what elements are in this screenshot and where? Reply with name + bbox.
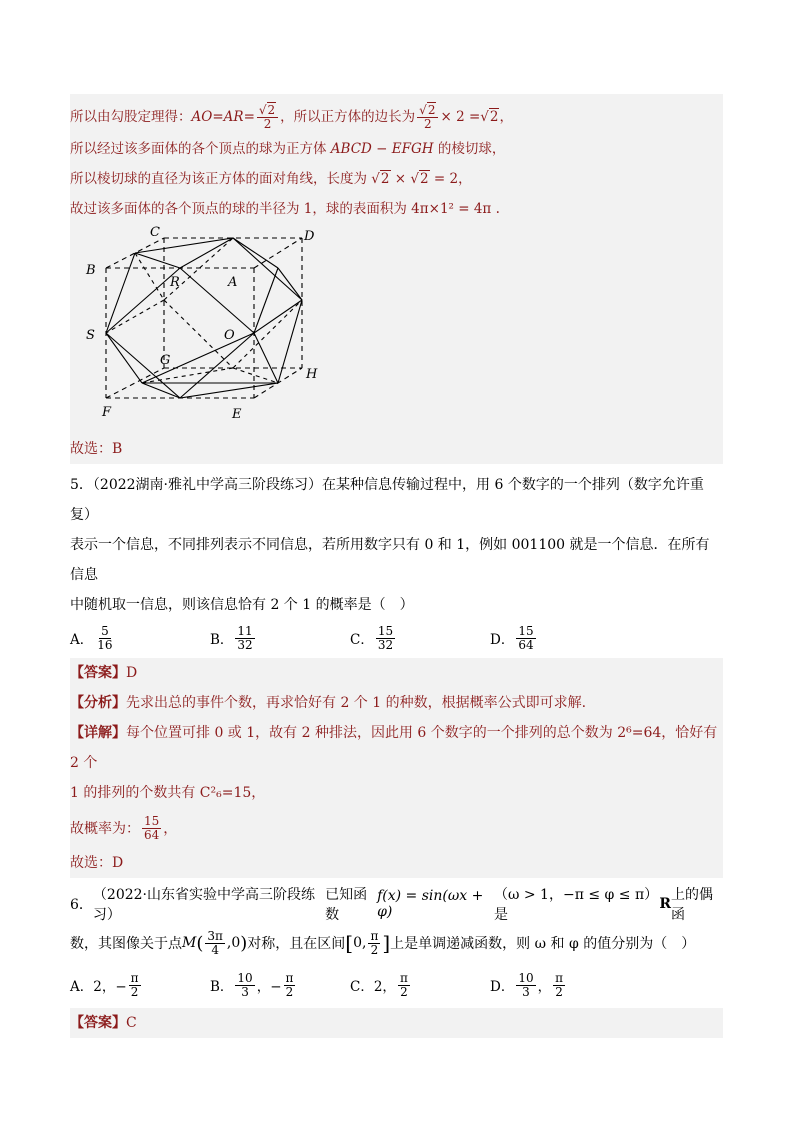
solid-edge-8 bbox=[254, 333, 278, 383]
solid-edge-12 bbox=[142, 333, 254, 383]
hidden-edge-1 bbox=[135, 253, 164, 300]
q6-option-b[interactable]: B． $\frac{10}{3}$ ，− $\frac{\pi}{2}$ bbox=[210, 970, 294, 999]
solid-edge-5 bbox=[233, 238, 278, 268]
fraction-sqrt2-over-2-b: $\frac{√2}{2}$ bbox=[417, 104, 438, 131]
q5-option-c[interactable]: C． $\frac{15}{32}$ bbox=[350, 623, 394, 652]
q5-options bbox=[70, 620, 723, 656]
solid-edge-10 bbox=[106, 333, 142, 383]
label-S: S bbox=[86, 328, 95, 343]
q6-answer: 【答案】C bbox=[70, 1015, 137, 1031]
q5-answer: 【答案】D bbox=[70, 665, 138, 681]
label-F: F bbox=[102, 405, 112, 420]
q5-line-3: 中随机取一信息，则该信息恰有 2 个 1 的概率是（ ） bbox=[70, 597, 414, 613]
q5-option-d[interactable]: D． $\frac{15}{64}$ bbox=[490, 623, 534, 652]
q5-detail-1: 【详解】每个位置可排 0 或 1，故有 2 种排法，因此用 6 个数字的一个排列的总个数为 2⁶=64，恰好有 2 个 bbox=[70, 725, 718, 771]
q6-options bbox=[70, 964, 723, 1006]
label-O: O bbox=[224, 328, 235, 343]
q5-choice: 故选：D bbox=[70, 855, 124, 871]
q5-option-a[interactable]: A． $\frac{5}{16}$ bbox=[70, 623, 113, 652]
question-5 bbox=[70, 470, 723, 656]
cuboctahedron-svg bbox=[78, 224, 338, 434]
q5-solution bbox=[70, 658, 723, 878]
label-C: C bbox=[150, 225, 160, 240]
q6-option-c[interactable]: C． 2， $\frac{\pi}{2}$ bbox=[350, 970, 408, 999]
q5-option-b[interactable]: B． $\frac{11}{32}$ bbox=[210, 623, 253, 652]
solid-edge-6 bbox=[278, 268, 302, 300]
q5-analysis: 【分析】先求出总的事件个数，再求恰好有 2 个 1 的种数，根据概率公式即可求解. bbox=[70, 695, 587, 711]
solution-choice: 故选：B bbox=[70, 441, 123, 457]
solid-edge-14 bbox=[254, 268, 278, 333]
solution-line-4: 故过该多面体的各个顶点的球的半径为 1，球的表面积为 4π×1² = 4π . bbox=[70, 201, 500, 217]
solid-edge-11 bbox=[142, 383, 180, 398]
page-content bbox=[70, 94, 723, 1038]
label-R: R bbox=[170, 275, 180, 290]
q5-line-2: 表示一个信息，不同排列表示不同信息，若所用数字只有 0 和 1，例如 001100 就是一个信息．在所有信息 bbox=[70, 537, 710, 583]
q5-line-1: 5．（2022湖南·雅礼中学高三阶段练习）在某种信息传输过程中，用 6 个数字的一个排列（数字允许重复） bbox=[70, 477, 704, 523]
solution-line-3: 所以棱切球的直径为该正方体的面对角线，长度为 √2 × √2 = 2， bbox=[70, 171, 472, 187]
q6-option-d[interactable]: D． $\frac{10}{3}$ ， $\frac{\pi}{2}$ bbox=[490, 970, 563, 999]
solid-edge-1 bbox=[135, 253, 180, 268]
solid-edge-7 bbox=[254, 300, 302, 333]
q6-line-1: 6． （2022·山东省实验中学高三阶段练习） 已知函数 f(x) = sin(ωx + φ) （ω > 1，−π ≤ φ ≤ π）是 R 上的偶函 bbox=[70, 887, 714, 923]
q5-probability: 故概率为： $\frac{15}{64}$ ， bbox=[70, 813, 178, 842]
previous-solution bbox=[70, 94, 723, 464]
solution-line-2: 所以经过该多面体的各个顶点的球为正方体 ABCD − EFGH 的棱切球， bbox=[70, 141, 506, 157]
q6-option-a[interactable]: A． 2，− $\frac{\pi}{2}$ bbox=[70, 970, 139, 999]
solid-edge-4 bbox=[180, 268, 254, 333]
question-6 bbox=[70, 886, 723, 1006]
hidden-edge-2 bbox=[106, 300, 164, 333]
label-G: G bbox=[160, 353, 171, 368]
solution-line-1: 所以由勾股定理得： AO = AR = $\frac{√2}{2}$ ，所以正方体的边长为 $\frac{√2}{2}$ × 2 = √2 ， bbox=[70, 102, 513, 131]
hidden-edge-6 bbox=[233, 368, 278, 383]
q6-solution bbox=[70, 1008, 723, 1038]
label-E: E bbox=[232, 407, 242, 422]
label-B: B bbox=[86, 263, 96, 278]
hidden-edge-5 bbox=[142, 368, 233, 383]
fraction-sqrt2-over-2: $\frac{√2}{2}$ bbox=[257, 104, 278, 131]
q6-line-2: 数，其图像关于点 M ( $\frac{3\pi}{4}$ ,0 ) 对称，且在区间 [ 0, $\frac{\pi}{2}$ ] 上是单调递减函数，则 ω 和 φ 的值分别为（ ） bbox=[70, 928, 696, 957]
label-A: A bbox=[228, 275, 238, 290]
q5-detail-2: 1 的排列的个数共有 C²₆=15， bbox=[70, 785, 266, 801]
solid-edge-3 bbox=[106, 268, 180, 333]
label-D: D bbox=[304, 229, 315, 244]
cuboctahedron-figure bbox=[70, 224, 723, 434]
label-H: H bbox=[306, 367, 318, 382]
